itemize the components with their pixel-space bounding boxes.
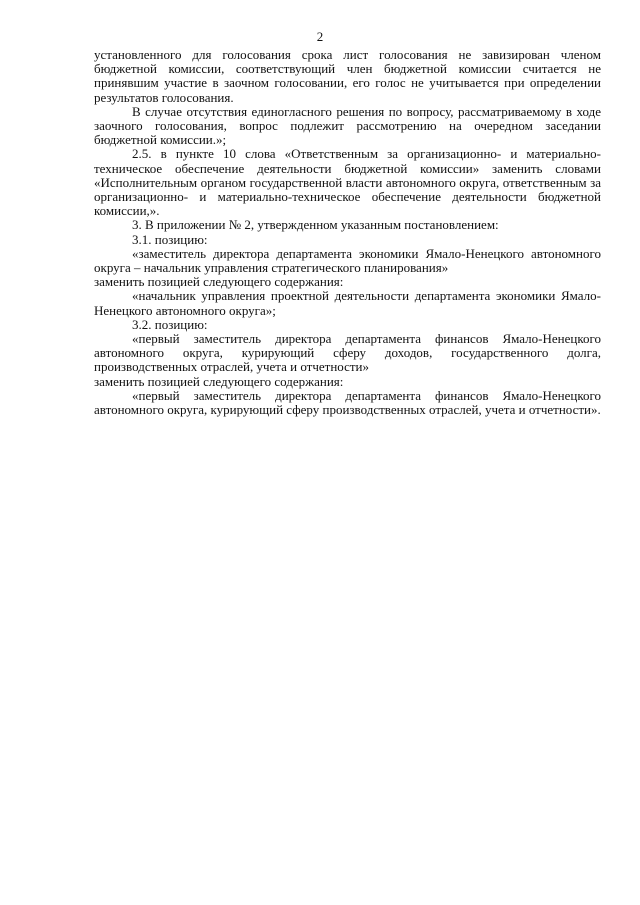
document-body bbox=[94, 48, 601, 417]
paragraph: заменить позицией следующего содержания: bbox=[94, 373, 344, 389]
paragraph: заменить позицией следующего содержания: bbox=[94, 274, 344, 290]
paragraph: «первый заместитель директора департамента финансов Ямало-Ненецкого автономного округа, курирующий сферу доходов, государственного долга, производственных отраслей, учета и отчетности» bbox=[94, 331, 601, 375]
paragraph: установленного для голосования срока лист голосования не завизирован членом бюджетной комиссии, соответствующий член бюджетной комиссии считается не принявшим участие в заочном голосовании, его голос не учитывается при определении результатов голосования. bbox=[94, 47, 601, 105]
paragraph: 3. В приложении № 2, утвержденном указанным постановлением: bbox=[132, 217, 499, 233]
paragraph: «начальник управления проектной деятельности департамента экономики Ямало-Ненецкого автономного округа»; bbox=[94, 288, 601, 318]
paragraph: «заместитель директора департамента экономики Ямало-Ненецкого автономного округа – начальник управления стратегического планирования» bbox=[94, 245, 601, 276]
paragraph: 3.2. позицию: bbox=[132, 316, 208, 332]
paragraph: В случае отсутствия единогласного решения по вопросу, рассматриваемому в ходе заочного голосования, вопрос подлежит рассмотрению на очередном заседании бюджетной комиссии.»; bbox=[94, 103, 601, 148]
page-number: 2 bbox=[316, 29, 324, 44]
paragraph: 3.1. позицию: bbox=[132, 231, 208, 247]
paragraph: 2.5. в пункте 10 слова «Ответственным за организационно- и материально-техническое обеспечение деятельности бюджетной комиссии» заменить словами «Исполнительным органом государственной власти автономного округа, ответственным за организационно- и материально-техническое обеспечение деятельности бюджетной комиссии,». bbox=[94, 146, 601, 219]
paragraph: «первый заместитель директора департамента финансов Ямало-Ненецкого автономного округа, курирующий сферу производственных отраслей, учета и отчетности». bbox=[94, 387, 601, 418]
